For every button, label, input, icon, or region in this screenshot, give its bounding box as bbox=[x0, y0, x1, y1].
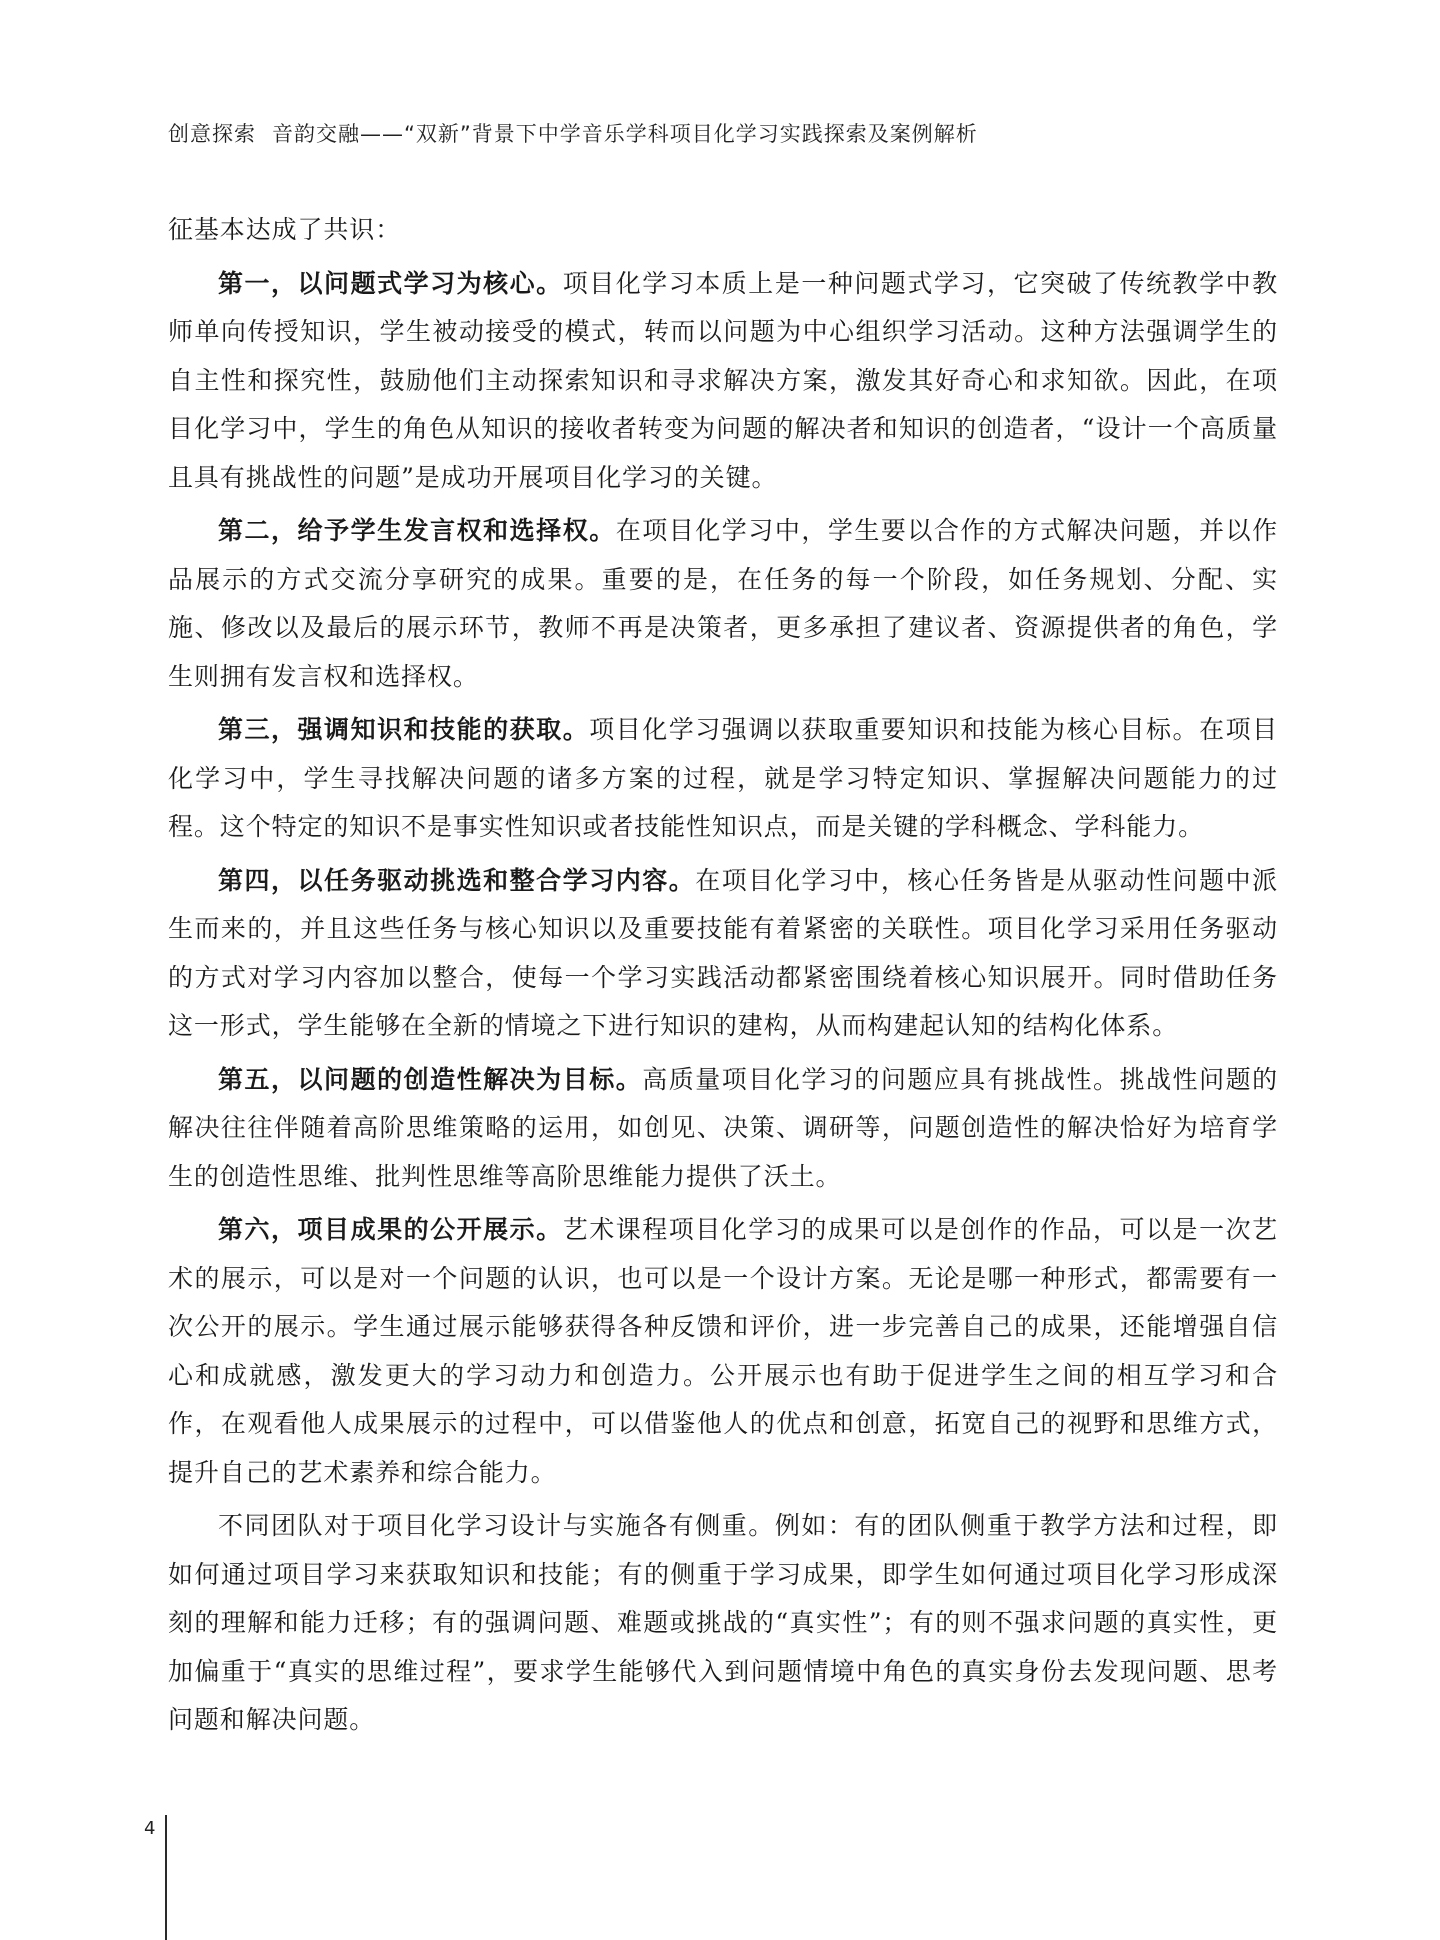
point-paragraph bbox=[168, 1206, 1278, 1497]
point-text: 艺术课程项目化学习的成果可以是创作的作品，可以是一次艺术的展示，可以是对一个问题的认识，也可以是一个设计方案。无论是哪一种形式，都需要有一次公开的展示。学生通过展示能够获得各种反馈和评价，进一步完善自己的成果，还能增强自信心和成就感，激发更大的学习动力和创造力。公开展示也有助于促进学生之间的相互学习和合作，在观看他人成果展示的过程中，可以借鉴他人的优点和创意，拓宽自己的视野和思维方式，提升自己的艺术素养和综合能力。 bbox=[168, 1215, 1278, 1487]
point-paragraph bbox=[168, 507, 1278, 701]
point-lead: 第六，项目成果的公开展示。 bbox=[218, 1215, 563, 1244]
page-number: 4 bbox=[144, 1818, 156, 1839]
point-text: 高质量项目化学习的问题应具有挑战性。挑战性问题的解决往往伴随着高阶思维策略的运用，如创见、决策、调研等，问题创造性的解决恰好为培育学生的创造性思维、批判性思维等高阶思维能力提供了沃土。 bbox=[168, 1064, 1278, 1191]
running-header bbox=[168, 118, 978, 148]
point-lead: 第四，以任务驱动挑选和整合学习内容。 bbox=[218, 865, 696, 895]
intro-paragraph: 征基本达成了共识： bbox=[168, 215, 402, 244]
point-lead: 第五，以问题的创造性解决为目标。 bbox=[218, 1064, 643, 1094]
margin-rule bbox=[165, 1815, 167, 1940]
point-paragraph bbox=[168, 260, 1278, 503]
point-text: 在项目化学习中，学生要以合作的方式解决问题，并以作品展示的方式交流分享研究的成果。重要的是，在任务的每一个阶段，如任务规划、分配、实施、修改以及最后的展示环节，教师不再是决策者，更多承担了建议者、资源提供者的角色，学生则拥有发言权和选择权。 bbox=[168, 516, 1278, 691]
point-text: 项目化学习强调以获取重要知识和技能为核心目标。在项目化学习中，学生寻找解决问题的诸多方案的过程，就是学习特定知识、掌握解决问题能力的过程。这个特定的知识不是事实性知识或者技能性知识点，而是关键的学科概念、学科能力。 bbox=[168, 715, 1278, 841]
point-text: 在项目化学习中，核心任务皆是从驱动性问题中派生而来的，并且这些任务与核心知识以及重要技能有着紧密的关联性。项目化学习采用任务驱动的方式对学习内容加以整合，使每一个学习实践活动都紧密围绕着核心知识展开。同时借助任务这一形式，学生能够在全新的情境之下进行知识的建构，从而构建起认知的结构化体系。 bbox=[168, 865, 1278, 1040]
header-title: 音韵交融——“双新”背景下中学音乐学科项目化学习实践探索及案例解析 bbox=[272, 122, 978, 146]
point-paragraph bbox=[168, 1056, 1278, 1202]
point-paragraph bbox=[168, 857, 1278, 1051]
header-section: 创意探索 bbox=[168, 122, 256, 146]
body-text bbox=[168, 206, 1278, 1750]
point-lead: 第二，给予学生发言权和选择权。 bbox=[218, 516, 616, 545]
point-lead: 第三，强调知识和技能的获取。 bbox=[218, 715, 590, 744]
closing-paragraph: 不同团队对于项目化学习设计与实施各有侧重。例如：有的团队侧重于教学方法和过程，即如何通过项目学习来获取知识和技能；有的侧重于学习成果，即学生如何通过项目化学习形成深刻的理解和能力迁移；有的强调问题、难题或挑战的“真实性”；有的则不强求问题的真实性，更加偏重于“真实的思维过程”，要求学生能够代入到问题情境中角色的真实身份去发现问题、思考问题和解决问题。 bbox=[168, 1511, 1278, 1734]
point-text: 项目化学习本质上是一种问题式学习，它突破了传统教学中教师单向传授知识，学生被动接受的模式，转而以问题为中心组织学习活动。这种方法强调学生的自主性和探究性，鼓励他们主动探索知识和寻求解决方案，激发其好奇心和求知欲。因此，在项目化学习中，学生的角色从知识的接收者转变为问题的解决者和知识的创造者，“设计一个高质量且具有挑战性的问题”是成功开展项目化学习的关键。 bbox=[168, 268, 1278, 492]
point-lead: 第一，以问题式学习为核心。 bbox=[218, 268, 563, 298]
point-paragraph bbox=[168, 706, 1278, 852]
